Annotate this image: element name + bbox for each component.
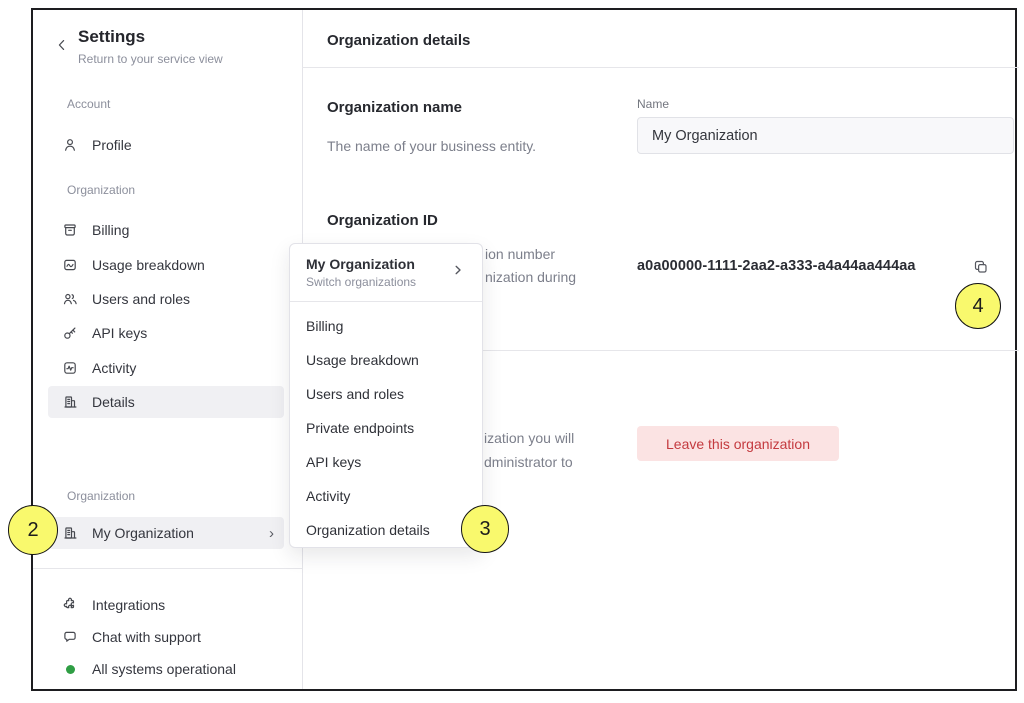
sidebar-item-my-organization[interactable] [48,517,284,549]
header-divider [302,67,1019,68]
sidebar-item-system-status[interactable] [48,653,284,685]
menu-item-api-keys[interactable]: API keys [306,454,362,470]
sidebar-item-details[interactable] [48,386,284,418]
copy-icon [973,259,989,275]
org-id-description-line2: nization during [485,269,577,285]
sidebar-item-chat-support[interactable] [48,621,284,653]
settings-title: Settings [78,27,146,46]
billing-icon [62,222,78,238]
status-dot-icon [62,661,78,677]
puzzle-icon [62,597,78,613]
sidebar-item-label: Details [92,394,135,410]
sidebar-item-billing[interactable] [48,214,284,246]
menu-item-users-and-roles[interactable]: Users and roles [306,386,405,402]
chevron-left-icon [54,37,70,53]
organization-dropdown-menu [289,243,483,548]
menu-item-usage-breakdown[interactable]: Usage breakdown [306,352,419,368]
key-icon [62,325,78,341]
app-window [31,8,1017,691]
org-id-heading: Organization ID [327,212,438,229]
status-label: All systems operational [92,661,236,677]
org-id-description-line1: ion number [485,246,556,262]
leave-organization-button[interactable]: Leave this organization [637,426,839,461]
section-header-organization: Organization [67,183,136,197]
sidebar-item-activity[interactable] [48,352,284,384]
sidebar-item-integrations[interactable] [48,589,284,621]
activity-icon [62,360,78,376]
sidebar-item-label: Chat with support [92,629,201,645]
callout-badge-4: 4 [955,283,1001,329]
back-button[interactable] [53,36,71,54]
sidebar-item-label: Billing [92,222,130,238]
section-header-organization-switcher: Organization [67,489,136,503]
leave-description-line1: ization you will [484,430,575,446]
dropdown-header[interactable] [290,244,482,301]
building-icon [62,525,78,541]
menu-item-private-endpoints[interactable]: Private endpoints [306,420,415,436]
users-icon [62,291,78,307]
copy-button[interactable] [970,256,992,278]
sidebar-item-label: Activity [92,360,137,376]
chevron-right-icon [452,263,464,275]
settings-subtitle: Return to your service view [78,52,223,66]
leave-description-line2: dministrator to [484,454,573,470]
usage-chart-icon [62,257,78,273]
sidebar-footer-divider [33,568,302,569]
menu-item-billing[interactable]: Billing [306,318,344,334]
sidebar-item-users-and-roles[interactable] [48,283,284,315]
menu-item-activity[interactable]: Activity [306,488,351,504]
person-icon [62,137,78,153]
section-header-account: Account [67,97,111,111]
sidebar-item-label: Profile [92,137,132,153]
page-title: Organization details [327,32,471,49]
menu-item-organization-details[interactable]: Organization details [306,522,430,538]
chat-bubble-icon [62,629,78,645]
name-field-label: Name [637,97,670,111]
building-icon [62,394,78,410]
dropdown-title: My Organization [306,256,415,272]
chevron-right-icon: › [269,524,274,542]
sidebar-item-usage-breakdown[interactable] [48,249,284,281]
org-name-heading: Organization name [327,99,463,116]
sidebar-item-label: My Organization [92,525,194,541]
sidebar-item-label: Usage breakdown [92,257,205,273]
sidebar-item-label: API keys [92,325,148,341]
callout-badge-2: 2 [8,505,58,555]
dropdown-subtitle: Switch organizations [306,275,417,289]
dropdown-list [290,302,482,547]
sidebar-item-profile[interactable] [48,129,284,161]
callout-badge-3: 3 [461,505,509,553]
sidebar-item-label: Users and roles [92,291,191,307]
org-name-description: The name of your business entity. [327,138,537,154]
organization-id-value: a0a00000-1111-2aa2-a333-a4a44aa444aa [637,258,916,274]
sidebar-item-label: Integrations [92,597,166,613]
organization-name-input[interactable] [637,117,1014,154]
sidebar-item-api-keys[interactable] [48,317,284,349]
